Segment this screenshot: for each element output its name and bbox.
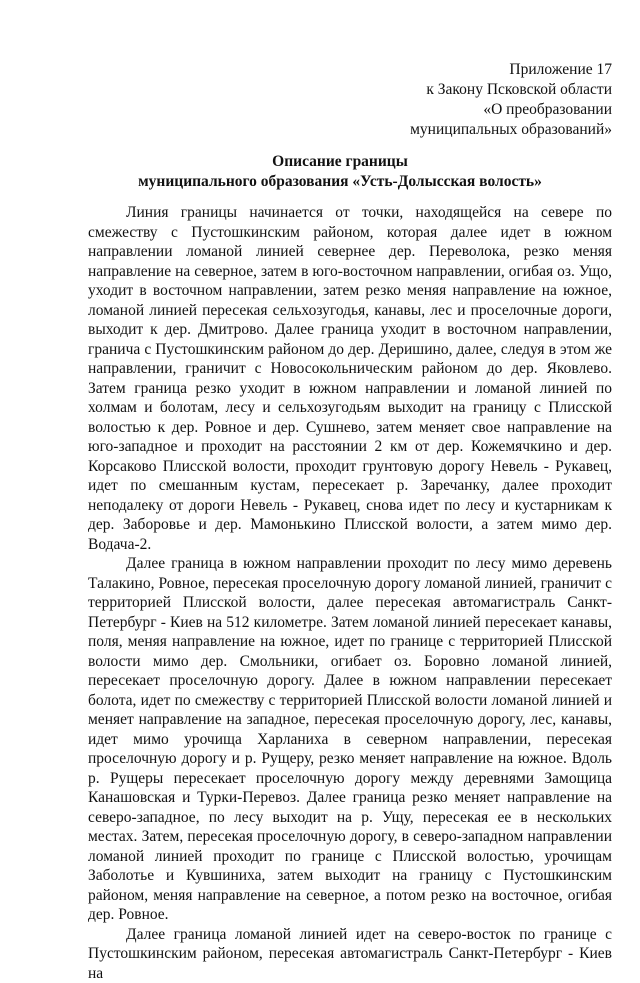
document-title xyxy=(60,152,620,192)
appendix-law-title-line2: муниципальных образований» xyxy=(292,120,612,140)
document-title-line2: муниципального образования «Усть-Долысская волость» xyxy=(60,172,620,192)
document-body xyxy=(88,203,612,983)
appendix-header xyxy=(292,60,612,140)
document-title-line1: Описание границы xyxy=(60,152,620,172)
appendix-law-reference: к Закону Псковской области xyxy=(292,80,612,100)
appendix-law-title-line1: «О преобразовании xyxy=(292,100,612,120)
body-paragraph-2: Далее граница в южном направлении проходит по лесу мимо деревень Талакино, Ровное, пересекая проселочную дорогу ломаной линией, граничит с территорией Плисской волости, далее пересекая автомагистраль Санкт-Петербург - Киев на 512 километре. Затем ломаной линией пересекает канавы, поля, меняя направление на южное, идет по границе с территорией Плисской волости мимо дер. Смольники, огибает оз. Боровно ломаной линией, пересекает проселочную дорогу. Далее в южном направлении пересекает болота, идет по смежеству с территорией Плисской волости ломаной линией и меняет направление на западное, пересекая проселочную дорогу, лес, канавы, идет мимо урочища Харланиха в северном направлении, пересекая проселочную дорогу и р. Рущеру, резко меняет направление на южное. Вдоль р. Рущеры пересекает проселочную дорогу между деревнями Замощица Канашовская и Турки-Перевоз. Далее граница резко меняет направление на северо-западное, по лесу выходит на р. Ущу, пересекая ее в нескольких местах. Затем, пересекая проселочную дорогу, в северо-западном направлении ломаной линией проходит по границе с Плисской волостью, урочищам Заболотье и Кувшиниха, затем выходит на границу с Пустошкинским районом, меняя направление на северное, а потом резко на восточное, огибая дер. Ровное. xyxy=(88,554,612,925)
appendix-number: Приложение 17 xyxy=(292,60,612,80)
body-paragraph-1: Линия границы начинается от точки, находящейся на севере по смежеству с Пустошкинским районом, которая далее идет в южном направлении ломаной линией севернее дер. Переволока, резко меняя направление на северное, затем в юго-восточном направлении, огибая оз. Ущо, уходит в восточном направлении, затем резко меняя направление на южное, ломаной линией пересекая сельхозугодья, канавы, лес и проселочные дороги, выходит к дер. Дмитрово. Далее граница уходит в восточном направлении, гранича с Пустошкинским районом до дер. Деришино, далее, следуя в этом же направлении, граничит с Новосокольническим районом до дер. Яковлево. Затем граница резко уходит в южном направлении и ломаной линией по холмам и болотам, лесу и сельхозугодьям выходит на границу с Плисской волостью к дер. Ровное и дер. Сушнево, затем меняет свое направление на юго-западное и проходит на расстоянии 2 км от дер. Кожемячкино и дер. Корсаково Плисской волости, проходит грунтовую дорогу Невель - Рукавец, идет по смешанным кустам, пересекает р. Заречанку, далее проходит неподалеку от дороги Невель - Рукавец, снова идет по лесу и кустарникам к дер. Заборовье и дер. Мамонькино Плисской волости, а затем мимо дер. Водача-2. xyxy=(88,203,612,554)
body-paragraph-3: Далее граница ломаной линией идет на северо-восток по границе с Пустошкинским районом, пересекая автомагистраль Санкт-Петербург - Киев на xyxy=(88,925,612,983)
